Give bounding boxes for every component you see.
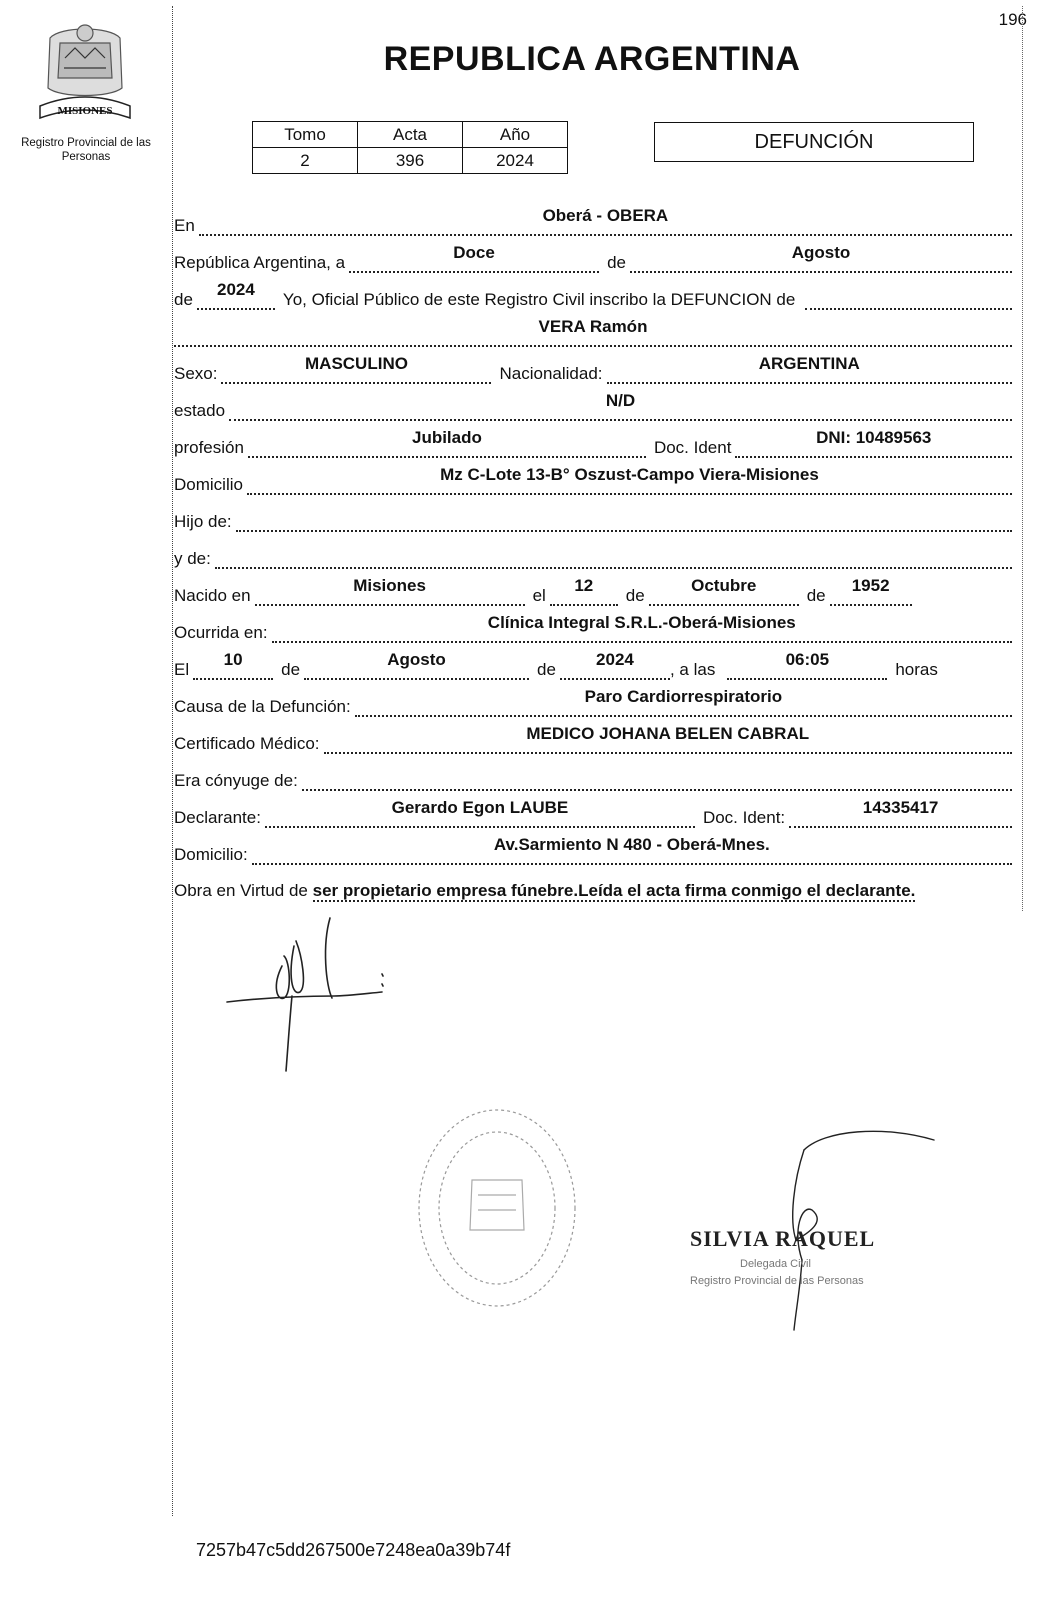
- death-time-value: 06:05: [785, 650, 830, 669]
- y-de-label: y de:: [174, 549, 211, 568]
- en-label: En: [174, 216, 195, 235]
- nacionalidad-field: [607, 352, 1013, 384]
- row-place: [174, 205, 1012, 242]
- sexo-field: [221, 352, 491, 384]
- hijo-de-label: Hijo de:: [174, 512, 232, 531]
- official-office: Registro Provincial de las Personas: [690, 1275, 864, 1287]
- acta-value: 396: [358, 148, 463, 174]
- doc-ident-label: Doc. Ident: [653, 438, 732, 457]
- death-year-value: 2024: [596, 650, 634, 669]
- obra-value: ser propietario empresa fúnebre.Leída el acta firma conmigo el declarante.: [312, 881, 916, 900]
- death-year-field: [560, 648, 670, 680]
- de-label: de: [607, 253, 626, 272]
- death-time-field: [727, 648, 887, 680]
- row-hijo-de: [174, 501, 1012, 538]
- horas-label: horas: [895, 660, 938, 679]
- row-deceased-name: [174, 316, 1012, 353]
- causa-field: [355, 685, 1012, 717]
- birth-day-field: [550, 574, 618, 606]
- official-stamp-icon: [412, 1100, 582, 1315]
- official-title: Delegada Civil: [740, 1258, 811, 1270]
- nacionalidad-value: ARGENTINA: [758, 354, 860, 373]
- day-value: Doce: [453, 243, 495, 262]
- el-label-2: El: [174, 660, 190, 679]
- row-fecha-defuncion: [174, 649, 1012, 686]
- certificado-label: Certificado Médico:: [174, 734, 320, 753]
- row-certificado: [174, 723, 1012, 760]
- certificado-field: [324, 722, 1012, 754]
- right-rule: [1022, 6, 1023, 911]
- row-declarante: [174, 797, 1012, 834]
- month-value: Agosto: [791, 243, 851, 262]
- row-conyuge: [174, 760, 1012, 797]
- hijo-de-field: [236, 500, 1012, 532]
- deceased-name-field: [174, 315, 1012, 347]
- estado-value: N/D: [605, 391, 636, 410]
- sexo-label: Sexo:: [174, 364, 218, 383]
- a-las-label: , a las: [669, 660, 716, 679]
- birth-day-value: 12: [574, 576, 594, 595]
- nacido-en-field: [255, 574, 525, 606]
- birth-year-value: 1952: [851, 576, 890, 595]
- doc-ident-field: [735, 426, 1012, 458]
- republica-label: República Argentina, a: [174, 253, 346, 272]
- y-de-field: [215, 537, 1012, 569]
- death-month-value: Agosto: [387, 650, 446, 669]
- death-day-value: 10: [223, 650, 243, 669]
- declarante-label: Declarante:: [174, 808, 261, 827]
- ocurrida-label: Ocurrida en:: [174, 623, 268, 642]
- de-label-5: de: [281, 660, 301, 679]
- de-label-4: de: [806, 586, 826, 605]
- declarante-doc-value: 14335417: [862, 798, 939, 817]
- row-nacimiento: [174, 575, 1012, 612]
- row-causa: [174, 686, 1012, 723]
- declarante-value: Gerardo Egon LAUBE: [391, 798, 569, 817]
- profesion-field: [248, 426, 646, 458]
- obra-paragraph: [174, 879, 1012, 903]
- misiones-seal-icon: [30, 18, 140, 128]
- row-y-de: [174, 538, 1012, 575]
- conyuge-field: [302, 759, 1012, 791]
- book-reference-table: [252, 121, 568, 174]
- margin-line: [172, 6, 173, 1516]
- birth-month-value: Octubre: [691, 576, 757, 595]
- page-number: 196: [998, 10, 1027, 29]
- tomo-value: 2: [253, 148, 358, 174]
- birth-year-field: [830, 574, 912, 606]
- causa-label: Causa de la Defunción:: [174, 697, 351, 716]
- row-ocurrida: [174, 612, 1012, 649]
- causa-value: Paro Cardiorrespiratorio: [584, 687, 783, 706]
- domicilio-field: [247, 463, 1012, 495]
- profesion-label: profesión: [174, 438, 244, 457]
- month-field: [630, 241, 1012, 273]
- death-month-field: [304, 648, 529, 680]
- death-day-field: [193, 648, 273, 680]
- death-record-form: [174, 205, 1012, 903]
- acta-header: Acta: [358, 122, 463, 148]
- year-value: 2024: [217, 280, 255, 299]
- certificado-value: MEDICO JOHANA BELEN CABRAL: [526, 724, 810, 743]
- registry-name: Registro Provincial de las Personas: [21, 137, 151, 163]
- statement-text: Yo, Oficial Público de este Registro Civil inscribo la DEFUNCION de: [282, 290, 796, 309]
- estado-field: [229, 389, 1012, 421]
- declarante-field: [265, 796, 695, 828]
- row-domicilio: [174, 464, 1012, 501]
- day-field: [349, 241, 599, 273]
- de-label-2: de: [174, 290, 193, 309]
- conyuge-label: Era cónyuge de:: [174, 771, 298, 790]
- anio-header: Año: [463, 122, 568, 148]
- deceased-name-value: VERA Ramón: [538, 317, 648, 336]
- row-year-statement: [174, 279, 1012, 316]
- profesion-value: Jubilado: [411, 428, 482, 447]
- de-label-6: de: [537, 660, 556, 679]
- declarante-doc-label: Doc. Ident:: [702, 808, 786, 827]
- row-sexo-nacionalidad: [174, 353, 1012, 390]
- row-date: [174, 242, 1012, 279]
- ocurrida-field: [272, 611, 1012, 643]
- el-label: el: [532, 586, 546, 605]
- statement-tail-field: [805, 278, 1012, 310]
- svg-text:MISIONES: MISIONES: [57, 105, 113, 117]
- place-field: [199, 204, 1012, 236]
- declarant-signature-icon: [222, 906, 402, 1076]
- declarante-doc-field: [789, 796, 1012, 828]
- declarante-domicilio-value: Av.Sarmiento N 480 - Oberá-Mnes.: [493, 835, 770, 854]
- obra-label: Obra en Virtud de: [174, 881, 308, 900]
- estado-label: estado: [174, 401, 226, 420]
- sexo-value: MASCULINO: [305, 354, 408, 373]
- place-value: Oberá - OBERA: [542, 206, 669, 225]
- tomo-header: Tomo: [253, 122, 358, 148]
- row-profesion: [174, 427, 1012, 464]
- domicilio-value: Mz C-Lote 13-B° Oszust-Campo Viera-Misiones: [440, 465, 819, 484]
- row-declarante-domicilio: [174, 834, 1012, 871]
- doc-ident-value: DNI: 10489563: [816, 428, 932, 447]
- nacionalidad-label: Nacionalidad:: [499, 364, 603, 383]
- nacido-en-label: Nacido en: [174, 586, 251, 605]
- record-type-box: DEFUNCIÓN: [654, 122, 974, 162]
- row-estado: [174, 390, 1012, 427]
- anio-value: 2024: [463, 148, 568, 174]
- domicilio-label: Domicilio: [174, 475, 243, 494]
- document-hash: 7257b47c5dd267500e7248ea0a39b74f: [196, 1540, 511, 1560]
- official-name: SILVIA RAQUEL: [690, 1226, 876, 1251]
- birth-month-field: [649, 574, 799, 606]
- declarante-domicilio-field: [252, 833, 1012, 865]
- ocurrida-value: Clínica Integral S.R.L.-Oberá-Misiones: [487, 613, 796, 632]
- nacido-en-value: Misiones: [353, 576, 426, 595]
- page-title: REPUBLICA ARGENTINA: [383, 40, 801, 78]
- year-field: [197, 278, 275, 310]
- declarante-domicilio-label: Domicilio:: [174, 845, 248, 864]
- de-label-3: de: [625, 586, 645, 605]
